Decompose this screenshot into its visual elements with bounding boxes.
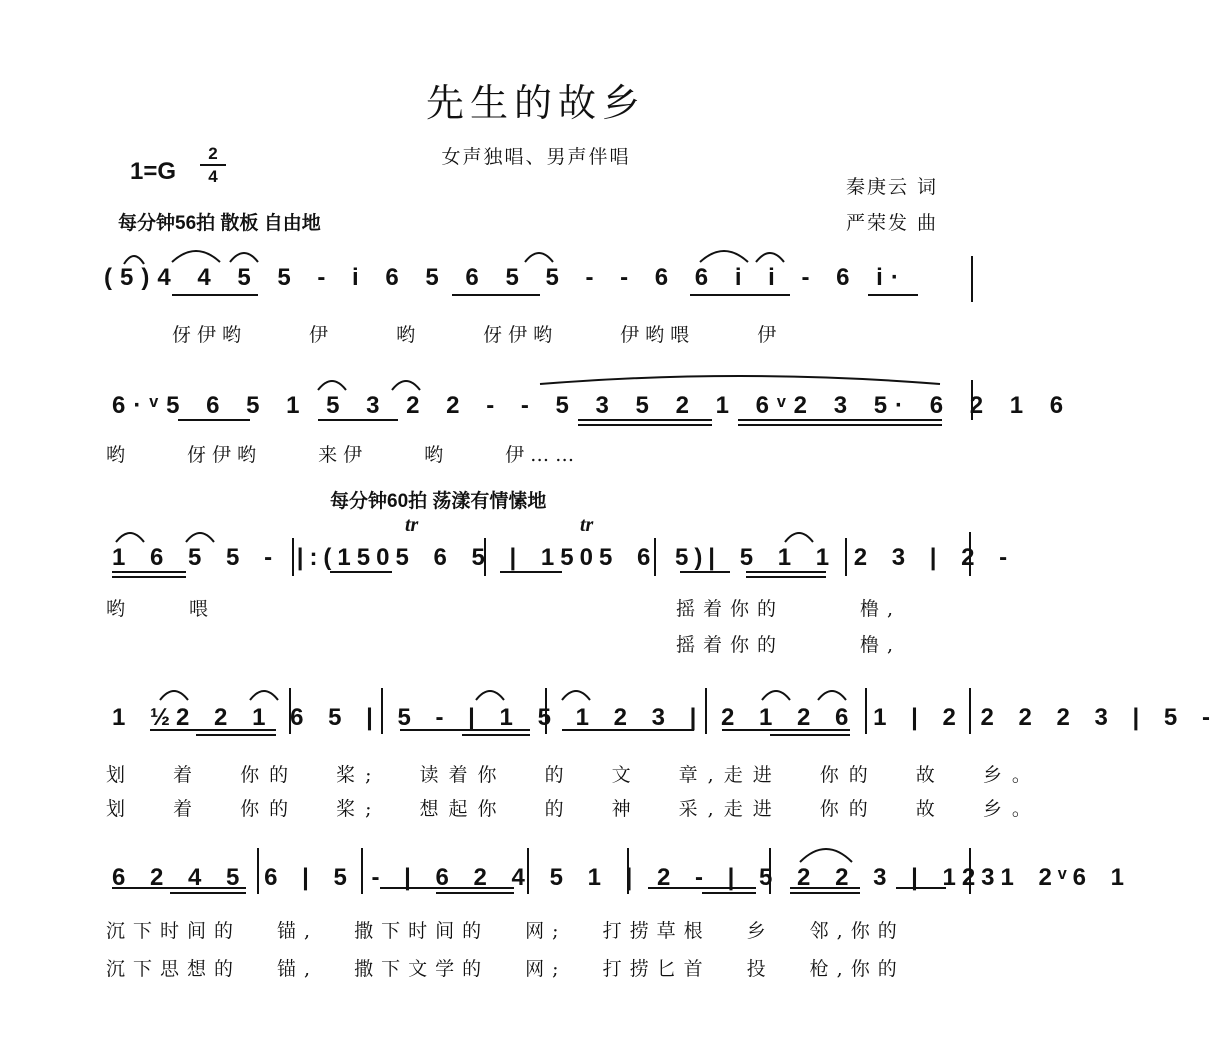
lyrics-line-5-verse-2: 沉下思想的 锚, 撒下文学的 网; 打捞匕首 投 枪,你的 [106,958,905,980]
lyrics-line-4-verse-2: 划 着 你的 桨; 想起你 的 神 采,走进 你的 故 乡。 [106,798,1041,820]
notation-line-2: 6·ᵛ5 6 5 1 5 3 2 2 - - 5 3 5 2 1 6ᵛ2 3 5· 6 2 1 6 [112,392,1072,419]
trill-mark-1: tr [405,514,419,536]
notation-line-3: 1 6 5 5 - |:(1505 6 5 | 1505 6 5)| 5 1 1 2 3 | 2 - [112,544,1014,571]
composer: 严荣发 曲 [846,212,939,234]
song-title: 先生的故乡 [425,81,646,125]
notation-line-1: (5)4 4 5 5 - i 6 5 6 5 5 - - 6 6 i i - 6 i· [104,264,907,291]
tempo-main: 每分钟60拍 荡漾有情愫地 [330,491,547,512]
key-signature: 1=G [130,158,177,185]
lyrics-line-1: 伢伊哟 伊 哟 伢伊哟 伊哟喂 伊 [172,324,783,346]
lyrics-line-4-verse-1: 划 着 你的 桨; 读着你 的 文 章,走进 你的 故 乡。 [106,764,1041,786]
performance-note: 女声独唱、男声伴唱 [441,146,631,168]
notation-line-4: 1 ½2 2 1 6 5 | 5 - | 1 5 1 2 3 | 2 1 2 6 1 | 2 2 2 2 3 | 5 - [112,704,1216,731]
lyrics-line-5-verse-1: 沉下时间的 锚, 撒下时间的 网; 打捞草根 乡 邻,你的 [106,920,905,942]
notation-line-5: 6 2 4 5 6 | 5 - | 6 2 4 5 1 | 2 - | 5 2 2 3 | 1231 2ᵛ6 1 [112,864,1130,891]
lyrics-line-3-verse-1: 摇着你的 橹, [676,598,902,620]
lyrics-line-3-left: 哟 喂 [106,598,215,620]
time-signature-top: 2 [208,144,218,163]
lyrics-line-3-verse-2: 摇着你的 橹, [676,634,902,656]
trill-mark-2: tr [580,514,594,536]
tempo-intro: 每分钟56拍 散板 自由地 [118,213,321,234]
lyrics-line-2: 哟 伢伊哟 来伊 哟 伊…… [106,444,581,466]
time-signature-bottom: 4 [208,167,218,186]
lyricist: 秦庚云 词 [846,176,939,198]
